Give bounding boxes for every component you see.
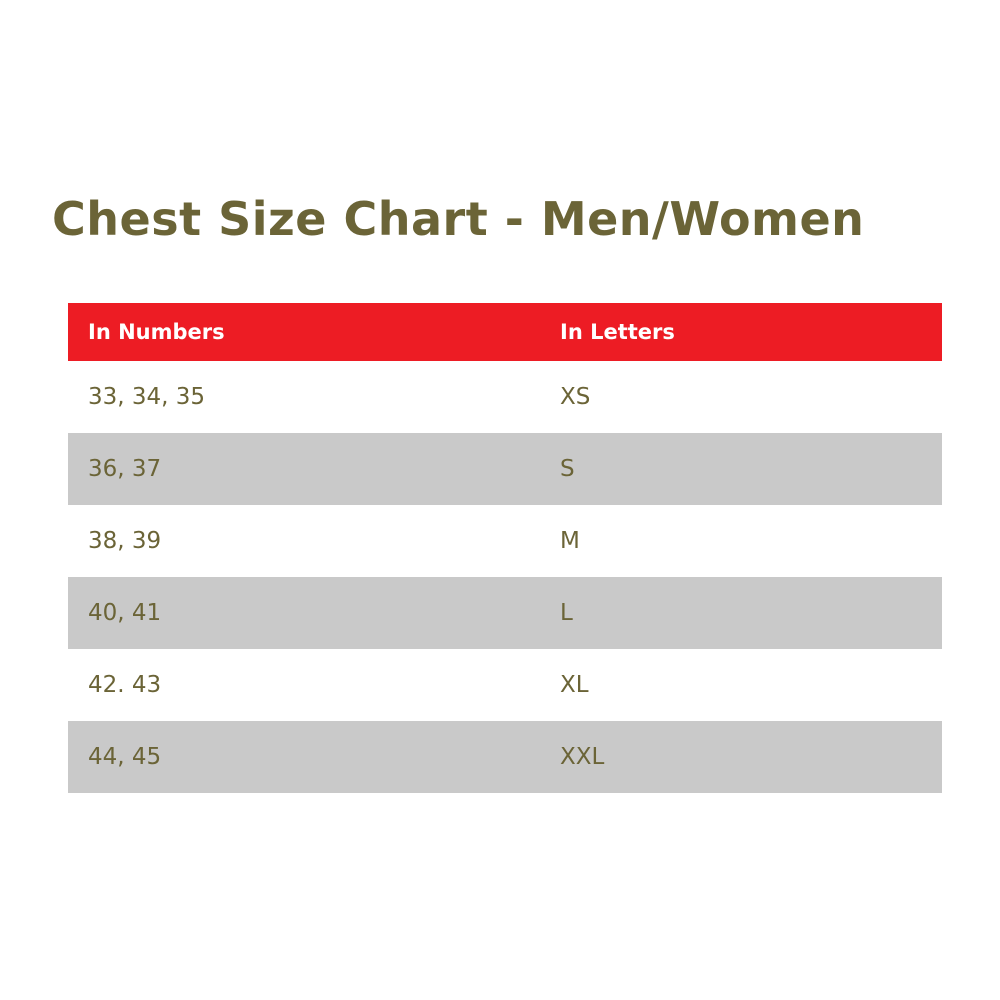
cell-numbers: 36, 37 [68,433,540,505]
table-row [68,361,942,433]
cell-numbers: 42. 43 [68,649,540,721]
table-row [68,721,942,793]
table-row [68,577,942,649]
column-header-in-numbers: In Numbers [68,303,540,361]
table-body [68,361,942,793]
chest-size-table [68,303,942,793]
table-row [68,649,942,721]
table-row [68,433,942,505]
cell-letters: XXL [540,721,942,793]
column-header-in-letters: In Letters [540,303,942,361]
cell-numbers: 40, 41 [68,577,540,649]
table-header-row [68,303,942,361]
cell-letters: S [540,433,942,505]
table-header [68,303,942,361]
cell-numbers: 44, 45 [68,721,540,793]
cell-letters: M [540,505,942,577]
cell-letters: L [540,577,942,649]
cell-numbers: 38, 39 [68,505,540,577]
table-row [68,505,942,577]
cell-numbers: 33, 34, 35 [68,361,540,433]
cell-letters: XS [540,361,942,433]
page-title: Chest Size Chart - Men/Women [52,192,865,246]
cell-letters: XL [540,649,942,721]
